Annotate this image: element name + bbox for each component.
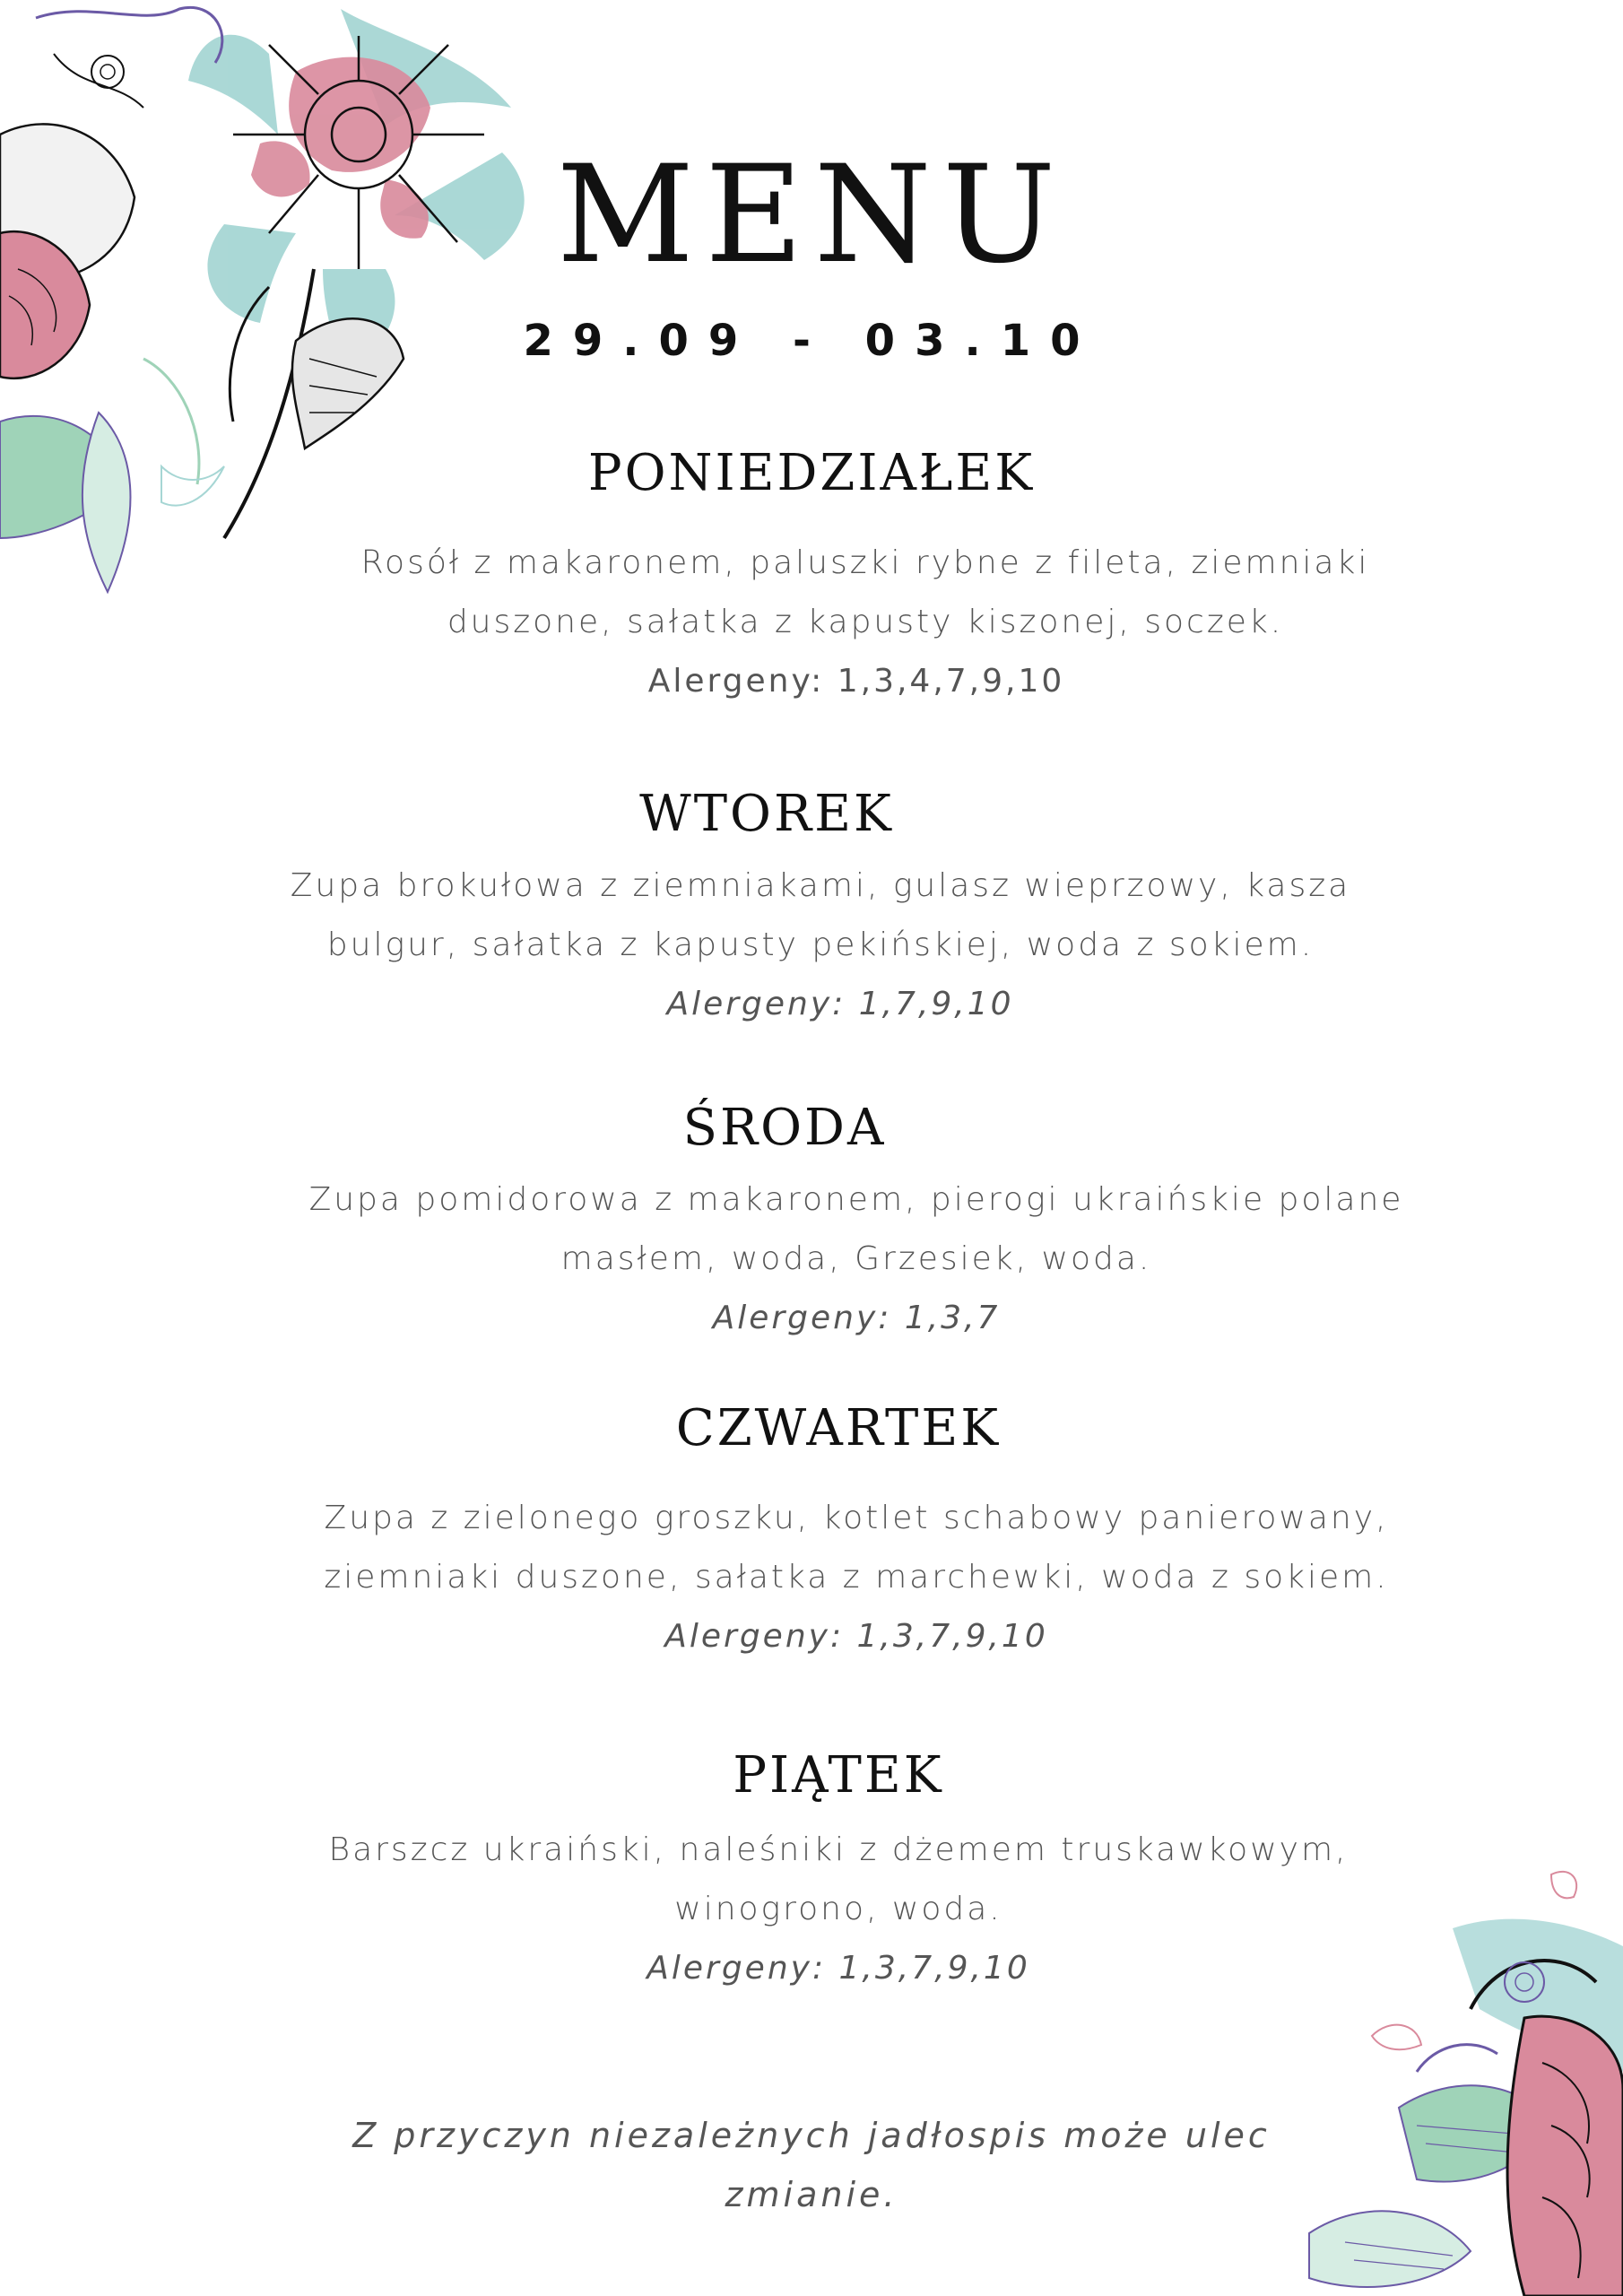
menu-line: Barszcz ukraiński, naleśniki z dżemem truskawkowym, bbox=[328, 1831, 1349, 1868]
menu-line: ziemniaki duszone, sałatka z marchewki, woda z sokiem. bbox=[324, 1559, 1389, 1596]
allergens-tuesday: Alergeny: 1,7,9,10 bbox=[666, 986, 1014, 1022]
day-title-wednesday: ŚRODA bbox=[682, 1099, 887, 1157]
day-title-thursday: CZWARTEK bbox=[675, 1399, 1002, 1457]
menu-line: masłem, woda, Grzesiek, woda. bbox=[560, 1240, 1152, 1277]
menu-line: Zupa brokułowa z ziemniakami, gulasz wieprzowy, kasza bbox=[290, 867, 1351, 904]
allergens-thursday: Alergeny: 1,3,7,9,10 bbox=[664, 1618, 1048, 1655]
day-title-friday: PIĄTEK bbox=[733, 1746, 944, 1805]
allergens-friday: Alergeny: 1,3,7,9,10 bbox=[647, 1950, 1030, 1987]
floral-decoration-top-left-icon bbox=[0, 0, 556, 610]
day-menu-monday bbox=[269, 534, 1462, 652]
menu-line: duszone, sałatka z kapusty kiszonej, soczek. bbox=[447, 604, 1284, 640]
menu-line: winogrono, woda. bbox=[674, 1891, 1002, 1927]
allergens-monday: Alergeny: 1,3,4,7,9,10 bbox=[647, 663, 1065, 700]
date-range: 29.09 - 03.10 bbox=[523, 316, 1100, 366]
day-title-monday: PONIEDZIAŁEK bbox=[587, 444, 1036, 502]
day-menu-friday bbox=[242, 1821, 1435, 1939]
day-title-tuesday: WTOREK bbox=[639, 785, 894, 843]
menu-line: Zupa pomidorowa z makaronem, pierogi ukraińskie polane bbox=[308, 1181, 1404, 1218]
menu-line: bulgur, sałatka z kapusty pekińskiej, woda z sokiem. bbox=[326, 926, 1315, 963]
day-menu-tuesday bbox=[224, 857, 1417, 975]
allergens-wednesday: Alergeny: 1,3,7 bbox=[712, 1300, 1001, 1336]
day-menu-thursday bbox=[242, 1489, 1471, 1607]
day-menu-wednesday bbox=[224, 1170, 1488, 1289]
menu-line: Zupa z zielonego groszku, kotlet schabowy panierowany, bbox=[324, 1500, 1389, 1536]
page-title: MENU bbox=[556, 137, 1067, 293]
menu-line: Rosół z makaronem, paluszki rybne z fileta, ziemniaki bbox=[360, 544, 1370, 581]
disclaimer-note: Z przyczyn niezależnych jadłospis może ulec zmianie. bbox=[352, 2116, 1271, 2214]
